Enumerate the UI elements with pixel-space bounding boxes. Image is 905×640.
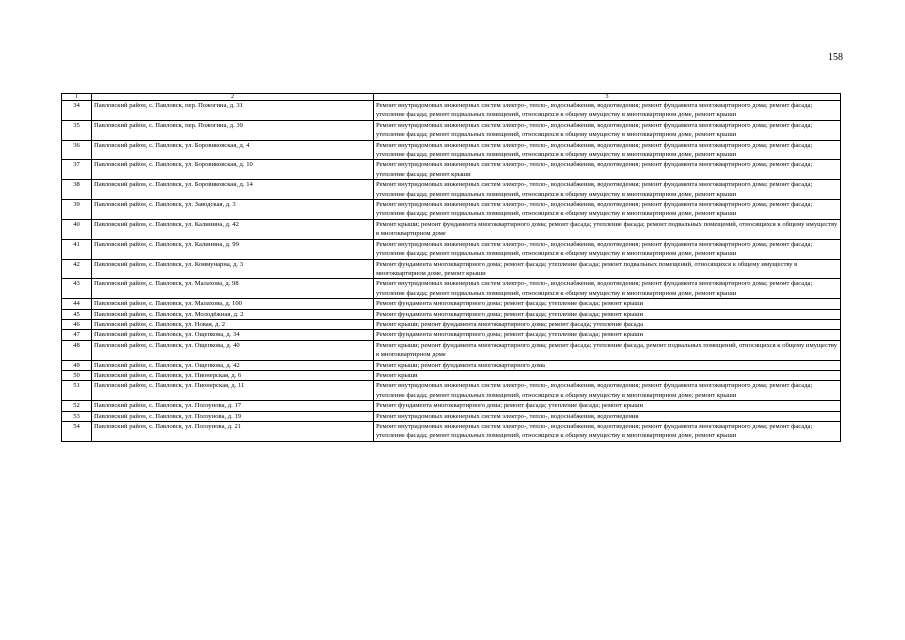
- repair-works-cell: Ремонт внутридомовых инженерных систем электро-, тепло-, водоснабжения, водоотведения; ремонт фундамента многоквартирного дома; ремонт фасада; утепление фасада; ремонт подвальных помещений, относящихся к общему имуществу в многоквартирном доме, ремонт крыши: [374, 140, 841, 160]
- row-number-cell: 44: [62, 299, 92, 309]
- table-row: [62, 200, 841, 220]
- repair-works-cell: Ремонт внутридомовых инженерных систем электро-, тепло-, водоснабжения, водоотведения; ремонт фундамента многоквартирного дома; ремонт фасада; утепление фасада; ремонт подвальных помещений, относящихся к общему имуществу в многоквартирном доме, ремонт крыши: [374, 279, 841, 299]
- row-number-cell: 37: [62, 160, 92, 180]
- row-number-cell: 43: [62, 279, 92, 299]
- table-row: [62, 381, 841, 401]
- repair-works-cell: Ремонт внутридомовых инженерных систем электро-, тепло-, водоснабжения, водоотведения; ремонт фундамента многоквартирного дома; ремонт фасада; утепление фасада; ремонт подвальных помещений, относящихся к общему имуществу в многоквартирном доме; ремонт крыши: [374, 381, 841, 401]
- address-cell: Павловский район, с. Павловск, ул. Пионерская, д. 6: [92, 370, 374, 380]
- repair-works-cell: Ремонт фундамента многоквартирного дома; ремонт фасада; утепление фасада; ремонт крыши: [374, 299, 841, 309]
- repair-works-cell: Ремонт фундамента многоквартирного дома; ремонт фасада; утепление фасада; ремонт подвальных помещений, относящихся к общему имуществу в многоквартирном доме, ремонт крыши: [374, 259, 841, 279]
- table-row: [62, 160, 841, 180]
- table-row: [62, 309, 841, 319]
- row-number-cell: 42: [62, 259, 92, 279]
- row-number-cell: 50: [62, 370, 92, 380]
- row-number-cell: 40: [62, 219, 92, 239]
- address-cell: Павловский район, с. Павловск, ул. Боровиковская, д. 10: [92, 160, 374, 180]
- repair-program-table: [61, 93, 841, 442]
- repair-works-cell: Ремонт фундамента многоквартирного дома; ремонт фасада; утепление фасада; ремонт крыши: [374, 401, 841, 411]
- table-row: [62, 219, 841, 239]
- repair-works-cell: Ремонт внутридомовых инженерных систем электро-, тепло-, водоснабжения, водоотведения; ремонт фундамента многоквартирного дома; ремонт фасада; утепление фасада; ремонт подвальных помещений, относящихся к общему имуществу в многоквартирном доме, ремонт крыши: [374, 239, 841, 259]
- row-number-cell: 48: [62, 340, 92, 360]
- row-number-cell: 51: [62, 381, 92, 401]
- address-cell: Павловский район, с. Павловск, ул. Боровиковская, д. 14: [92, 180, 374, 200]
- table-row: [62, 422, 841, 442]
- table-row: [62, 319, 841, 329]
- row-number-cell: 52: [62, 401, 92, 411]
- row-number-cell: 39: [62, 200, 92, 220]
- address-cell: Павловский район, с. Павловск, ул. Малахова, д. 98: [92, 279, 374, 299]
- table-row: [62, 180, 841, 200]
- address-cell: Павловский район, с. Павловск, ул. Ощепкова, д. 34: [92, 330, 374, 340]
- repair-works-cell: Ремонт внутридомовых инженерных систем электро-, тепло-, водоснабжения, водоотведения; ремонт фундамента многоквартирного дома; ремонт фасада; утепление фасада; ремонт подвальных помещений, относящихся к общему имуществу в многоквартирном доме, ремонт крыши: [374, 422, 841, 442]
- table-row: [62, 239, 841, 259]
- address-cell: Павловский район, с. Павловск, пер. Пожогина, д. 31: [92, 101, 374, 121]
- table-row: [62, 360, 841, 370]
- row-number-cell: 45: [62, 309, 92, 319]
- row-number-cell: 41: [62, 239, 92, 259]
- address-cell: Павловский район, с. Павловск, ул. Ощепкова, д. 42: [92, 360, 374, 370]
- address-cell: Павловский район, с. Павловск, ул. Ползунова, д. 21: [92, 422, 374, 442]
- table-row: [62, 411, 841, 421]
- repair-works-cell: Ремонт внутридомовых инженерных систем электро-, тепло-, водоснабжения, водоотведения; ремонт фундамента многоквартирного дома; ремонт фасада; утепление фасада; ремонт подвальных помещений, относящихся к общему имуществу в многоквартирном доме, ремонт крыши: [374, 200, 841, 220]
- repair-works-cell: Ремонт внутридомовых инженерных систем электро-, тепло-, водоснабжения, водоотведения: [374, 411, 841, 421]
- repair-works-cell: Ремонт внутридомовых инженерных систем электро-, тепло-, водоснабжения, водоотведения; ремонт фундамента многоквартирного дома; ремонт фасада; утепление фасада; ремонт подвальных помещений, относящихся к общему имуществу в многоквартирном доме, ремонт крыши: [374, 180, 841, 200]
- address-cell: Павловский район, с. Павловск, ул. Ощепкова, д. 40: [92, 340, 374, 360]
- address-cell: Павловский район, с. Павловск, ул. Ползунова, д. 19: [92, 411, 374, 421]
- table-row: [62, 340, 841, 360]
- page-number: 158: [828, 52, 843, 63]
- table-row: [62, 279, 841, 299]
- row-number-cell: 47: [62, 330, 92, 340]
- address-cell: Павловский район, с. Павловск, ул. Новая, д. 2: [92, 319, 374, 329]
- column-number-row: [62, 94, 841, 101]
- repair-works-cell: Ремонт крыши: [374, 370, 841, 380]
- repair-works-cell: Ремонт внутридомовых инженерных систем электро-, тепло-, водоснабжения, водоотведения; ремонт фундамента многоквартирного дома; ремонт фасада; утепление фасада; ремонт подвальных помещений, относящихся к общему имуществу в многоквартирном доме, ремонт крыши: [374, 120, 841, 140]
- repair-works-cell: Ремонт крыши; ремонт фундамента многоквартирного дома; ремонт фасада; утепление фасада; ремонт подвальных помещений, относящихся к общему имуществу в многоквартирном доме: [374, 219, 841, 239]
- column-header-2: 2: [92, 94, 374, 101]
- table-row: [62, 299, 841, 309]
- address-cell: Павловский район, с. Павловск, ул. Калинина, д. 99: [92, 239, 374, 259]
- row-number-cell: 46: [62, 319, 92, 329]
- table-row: [62, 101, 841, 121]
- table-row: [62, 120, 841, 140]
- row-number-cell: 53: [62, 411, 92, 421]
- address-cell: Павловский район, с. Павловск, ул. Калинина, д. 42: [92, 219, 374, 239]
- table-row: [62, 330, 841, 340]
- table-row: [62, 140, 841, 160]
- address-cell: Павловский район, с. Павловск, пер. Пожогина, д. 39: [92, 120, 374, 140]
- repair-works-cell: Ремонт крыши; ремонт фундамента многоквартирного дома: [374, 360, 841, 370]
- repair-works-cell: Ремонт крыши; ремонт фундамента многоквартирного дома; ремонт фасада; утепление фасада, ремонт подвальных помещений, относящихся к общему имуществу в многоквартирном доме: [374, 340, 841, 360]
- table-row: [62, 259, 841, 279]
- table-row: [62, 370, 841, 380]
- column-header-1: 1: [62, 94, 92, 101]
- column-header-3: 3: [374, 94, 841, 101]
- row-number-cell: 49: [62, 360, 92, 370]
- address-cell: Павловский район, с. Павловск, ул. Коммунарна, д. 3: [92, 259, 374, 279]
- row-number-cell: 54: [62, 422, 92, 442]
- repair-works-cell: Ремонт внутридомовых инженерных систем электро-, тепло-, водоснабжения, водоотведения; ремонт фундамента многоквартирного дома; ремонт фасада; утепление фасада; ремонт крыши: [374, 160, 841, 180]
- row-number-cell: 34: [62, 101, 92, 121]
- address-cell: Павловский район, с. Павловск, ул. Боровиковская, д. 4: [92, 140, 374, 160]
- address-cell: Павловский район, с. Павловск, ул. Пионерская, д. 11: [92, 381, 374, 401]
- repair-works-cell: Ремонт крыши; ремонт фундамента многоквартирного дома; ремонт фасада; утепление фасада: [374, 319, 841, 329]
- repair-works-cell: Ремонт фундамента многоквартирного дома; ремонт фасада; утепление фасада; ремонт крыши: [374, 309, 841, 319]
- repair-works-cell: Ремонт фундамента многоквартирного дома; ремонт фасада; утепление фасада; ремонт крыши: [374, 330, 841, 340]
- row-number-cell: 35: [62, 120, 92, 140]
- address-cell: Павловский район, с. Павловск, ул. Заводская, д. 3: [92, 200, 374, 220]
- row-number-cell: 38: [62, 180, 92, 200]
- address-cell: Павловский район, с. Павловск, ул. Ползунова, д. 17: [92, 401, 374, 411]
- repair-works-cell: Ремонт внутридомовых инженерных систем электро-, тепло-, водоснабжения, водоотведения; ремонт фундамента многоквартирного дома; ремонт фасада; утепление фасада; ремонт подвальных помещений, относящихся к общему имуществу в многоквартирном доме, ремонт крыши: [374, 101, 841, 121]
- table-row: [62, 401, 841, 411]
- address-cell: Павловский район, с. Павловск, ул. Малахова, д. 100: [92, 299, 374, 309]
- row-number-cell: 36: [62, 140, 92, 160]
- address-cell: Павловский район, с. Павловск, ул. Молодёжная, д. 2: [92, 309, 374, 319]
